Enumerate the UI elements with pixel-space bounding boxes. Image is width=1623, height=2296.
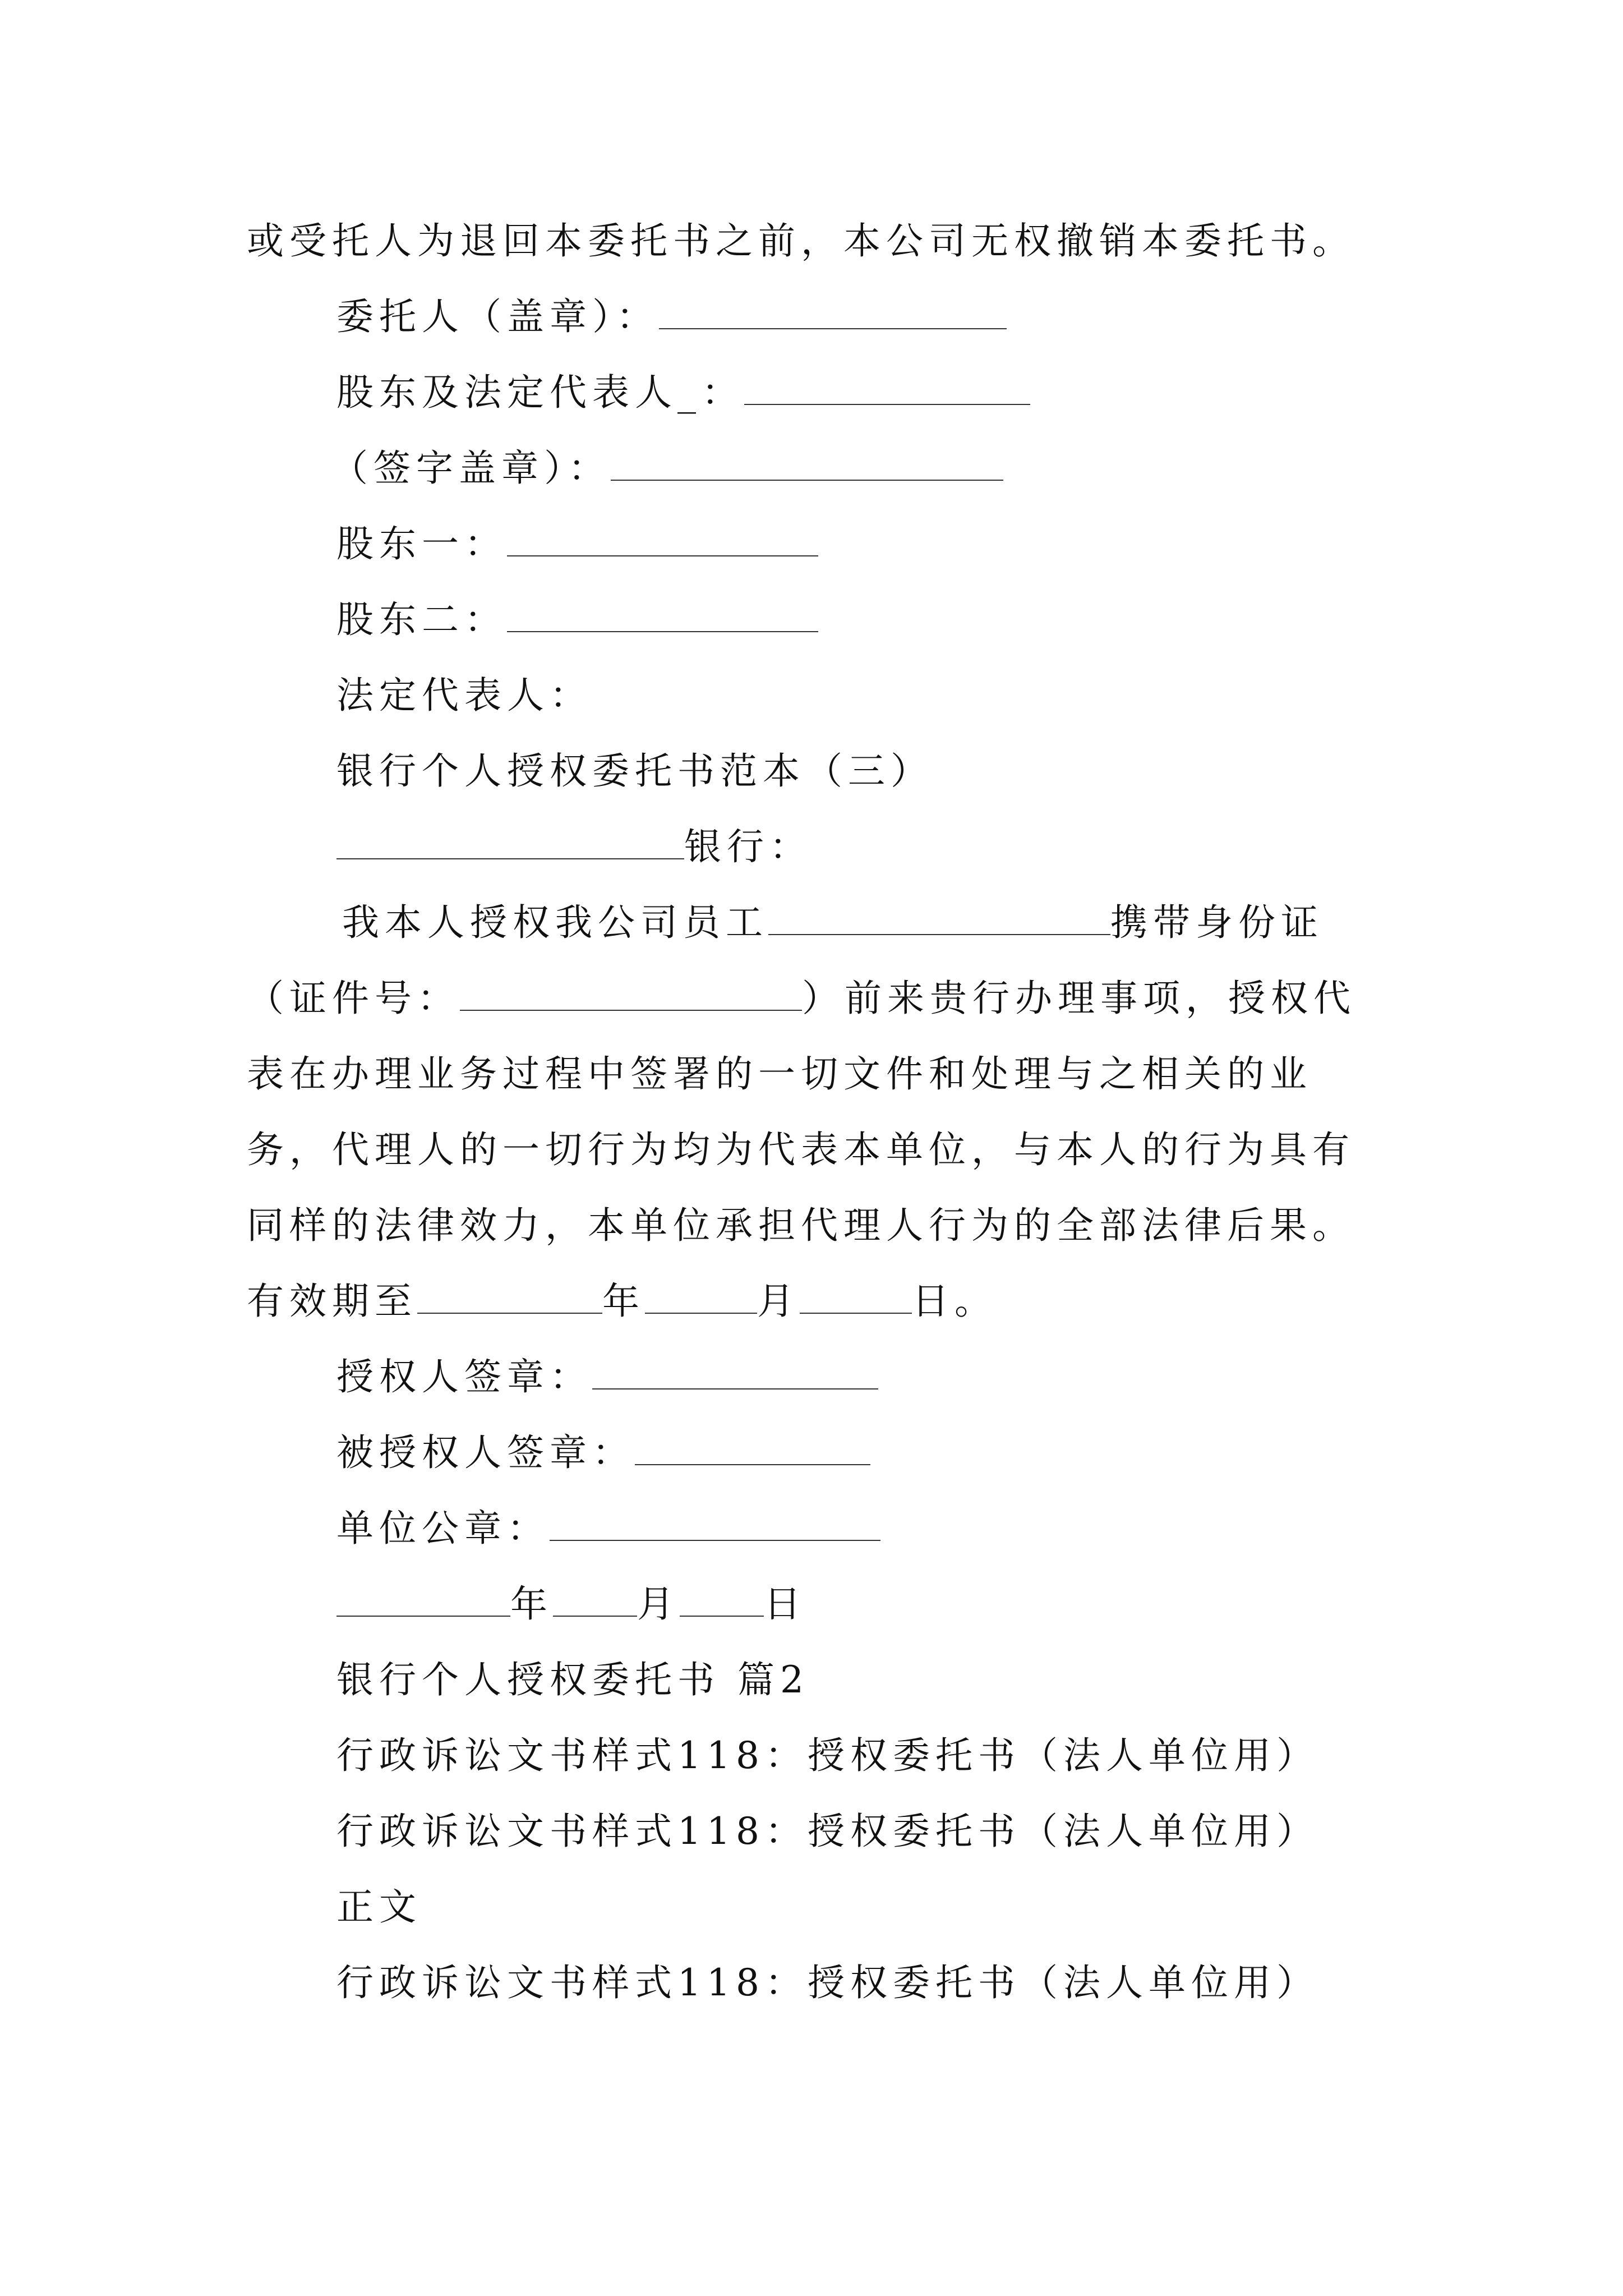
blank-underline bbox=[800, 1278, 912, 1314]
blank-underline bbox=[680, 1581, 764, 1617]
blank-underline bbox=[507, 596, 818, 632]
paragraph-line bbox=[247, 1125, 1355, 1175]
line-text: 有效期至 bbox=[247, 1280, 417, 1323]
blank-underline bbox=[611, 445, 1003, 481]
line-text: 携带身份证 bbox=[1110, 901, 1324, 944]
line-text: 务，代理人的一切行为均为代表本单位，与本人的行为具有 bbox=[247, 1128, 1355, 1171]
paragraph-line bbox=[336, 1806, 1319, 1857]
line-text: 正文 bbox=[336, 1885, 422, 1929]
legal-representative-line bbox=[336, 670, 592, 721]
section-title bbox=[336, 746, 933, 797]
field-label: 授权人签章： bbox=[336, 1355, 592, 1398]
blank-underline bbox=[744, 369, 1030, 405]
line-text: 银行个人授权委托书范本（三） bbox=[336, 749, 933, 793]
signature-field-principal bbox=[336, 292, 1007, 342]
paragraph-line bbox=[247, 1200, 1355, 1251]
paragraph-line bbox=[247, 216, 1355, 266]
signature-field-sign-seal bbox=[331, 443, 1003, 494]
section-heading bbox=[336, 1655, 809, 1705]
line-text: 银行个人授权委托书 篇2 bbox=[336, 1658, 809, 1701]
signature-field-company-seal bbox=[336, 1503, 880, 1554]
blank-underline bbox=[507, 521, 818, 556]
paragraph-line bbox=[336, 1731, 1319, 1781]
blank-underline bbox=[635, 1429, 870, 1465]
line-text: ）前来贵行办理事项，授权代 bbox=[802, 977, 1356, 1020]
field-label: 股东二： bbox=[336, 598, 507, 641]
blank-underline bbox=[659, 293, 1007, 329]
blank-underline bbox=[768, 899, 1110, 935]
paragraph-line bbox=[247, 973, 1356, 1024]
line-text: 行政诉讼文书样式118：授权委托书（法人单位用） bbox=[336, 1810, 1319, 1853]
field-label: （签字盖章）： bbox=[331, 447, 611, 490]
field-label: 被授权人签章： bbox=[336, 1431, 635, 1474]
blank-underline bbox=[550, 1505, 880, 1541]
line-text: 同样的法律效力，本单位承担代理人行为的全部法律后果。 bbox=[247, 1204, 1355, 1247]
day-label: 日。 bbox=[912, 1280, 997, 1323]
field-label: 委托人（盖章）： bbox=[336, 295, 659, 338]
line-text: 法定代表人： bbox=[336, 674, 592, 717]
signature-field-shareholders bbox=[336, 367, 1030, 418]
signature-field-shareholder-1 bbox=[336, 519, 818, 569]
blank-underline bbox=[336, 823, 684, 859]
month-label: 月 bbox=[757, 1280, 800, 1323]
signature-field-authorized bbox=[336, 1428, 870, 1478]
year-label: 年 bbox=[602, 1280, 645, 1323]
blank-underline bbox=[460, 975, 802, 1011]
blank-underline bbox=[417, 1278, 602, 1314]
paragraph-line bbox=[336, 1958, 1319, 2008]
addressee-line bbox=[336, 822, 812, 872]
month-label: 月 bbox=[637, 1582, 680, 1626]
validity-date-line bbox=[247, 1276, 997, 1327]
year-label: 年 bbox=[510, 1582, 553, 1626]
line-text: 行政诉讼文书样式118：授权委托书（法人单位用） bbox=[336, 1734, 1319, 1777]
blank-underline bbox=[592, 1354, 878, 1389]
blank-underline bbox=[336, 1581, 510, 1617]
field-label: 单位公章： bbox=[336, 1507, 550, 1550]
paragraph-line bbox=[247, 1049, 1312, 1099]
line-text: 银行： bbox=[684, 825, 812, 868]
signature-field-authorizer bbox=[336, 1352, 878, 1402]
line-text: （证件号： bbox=[247, 977, 460, 1020]
day-label: 日 bbox=[764, 1582, 806, 1626]
line-text: 我本人授权我公司员工 bbox=[342, 901, 768, 944]
blank-underline bbox=[645, 1278, 757, 1314]
field-label: 股东及法定代表人_： bbox=[336, 371, 744, 414]
paragraph-line bbox=[336, 1882, 422, 1932]
signature-field-shareholder-2 bbox=[336, 595, 818, 645]
blank-underline bbox=[553, 1581, 637, 1617]
line-text: 或受托人为退回本委托书之前，本公司无权撤销本委托书。 bbox=[247, 219, 1355, 263]
line-text: 表在办理业务过程中签署的一切文件和处理与之相关的业 bbox=[247, 1052, 1312, 1096]
line-text: 行政诉讼文书样式118：授权委托书（法人单位用） bbox=[336, 1961, 1319, 2004]
field-label: 股东一： bbox=[336, 522, 507, 565]
paragraph-line bbox=[342, 898, 1324, 948]
signing-date-line bbox=[336, 1579, 806, 1630]
